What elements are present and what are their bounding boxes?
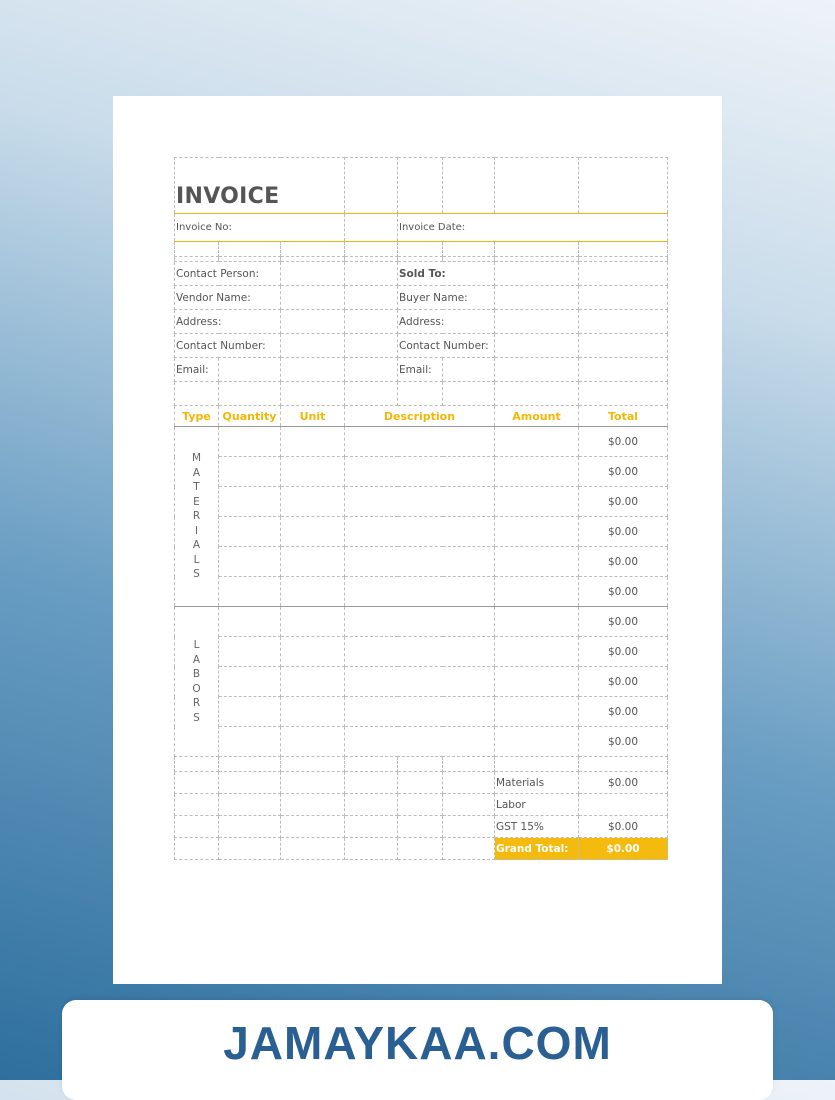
vendor-address-label: Address: [175,310,281,334]
summary-labor-label: Labor [495,794,579,816]
table-row [175,697,668,727]
table-row [175,667,668,697]
buyer-email-label: Email: [398,358,443,382]
line-total: $0.00 [579,547,668,577]
summary-labor-value [579,794,668,816]
contact-person-label: Contact Person: [175,262,281,286]
table-row [175,637,668,667]
invoice-title: INVOICE [175,158,345,214]
invoice-date-label: Invoice Date: [398,214,668,242]
line-total: $0.00 [579,457,668,487]
vendor-email-label: Email: [175,358,219,382]
line-total: $0.00 [579,637,668,667]
line-total: $0.00 [579,727,668,757]
sold-to-label: Sold To: [398,262,495,286]
invoice-table [174,157,668,860]
footer-banner [62,1000,773,1100]
col-unit: Unit [281,406,345,427]
line-total: $0.00 [579,667,668,697]
labors-vertical-label: L A B O R S [175,607,219,757]
summary-gst-value: $0.00 [579,816,668,838]
buyer-address-label: Address: [398,310,495,334]
table-row [175,577,668,607]
table-row [175,487,668,517]
grand-total-value: $0.00 [579,838,668,860]
invoice-paper [113,96,722,984]
line-total: $0.00 [579,697,668,727]
buyer-name-label: Buyer Name: [398,286,495,310]
table-row [175,457,668,487]
brand-logo-text: JAMAYKAA.COM [223,1017,612,1069]
line-total: $0.00 [579,517,668,547]
line-total: $0.00 [579,577,668,607]
col-description: Description [345,406,495,427]
materials-vertical-label: M A T E R I A L S [175,427,219,607]
invoice-no-label: Invoice No: [175,214,345,242]
col-type: Type [175,406,219,427]
summary-materials-label: Materials [495,772,579,794]
buyer-contact-number-label: Contact Number: [398,334,495,358]
vendor-name-label: Vendor Name: [175,286,281,310]
line-total: $0.00 [579,487,668,517]
table-row [175,607,668,637]
table-row [175,517,668,547]
line-total: $0.00 [579,607,668,637]
summary-gst-label: GST 15% [495,816,579,838]
items-header [175,406,668,427]
line-total: $0.00 [579,427,668,457]
col-amount: Amount [495,406,579,427]
table-row [175,727,668,757]
table-row [175,427,668,457]
summary-materials-value: $0.00 [579,772,668,794]
col-total: Total [579,406,668,427]
col-quantity: Quantity [219,406,281,427]
table-row [175,547,668,577]
vendor-contact-number-label: Contact Number: [175,334,281,358]
grand-total-label: Grand Total: [495,838,579,860]
